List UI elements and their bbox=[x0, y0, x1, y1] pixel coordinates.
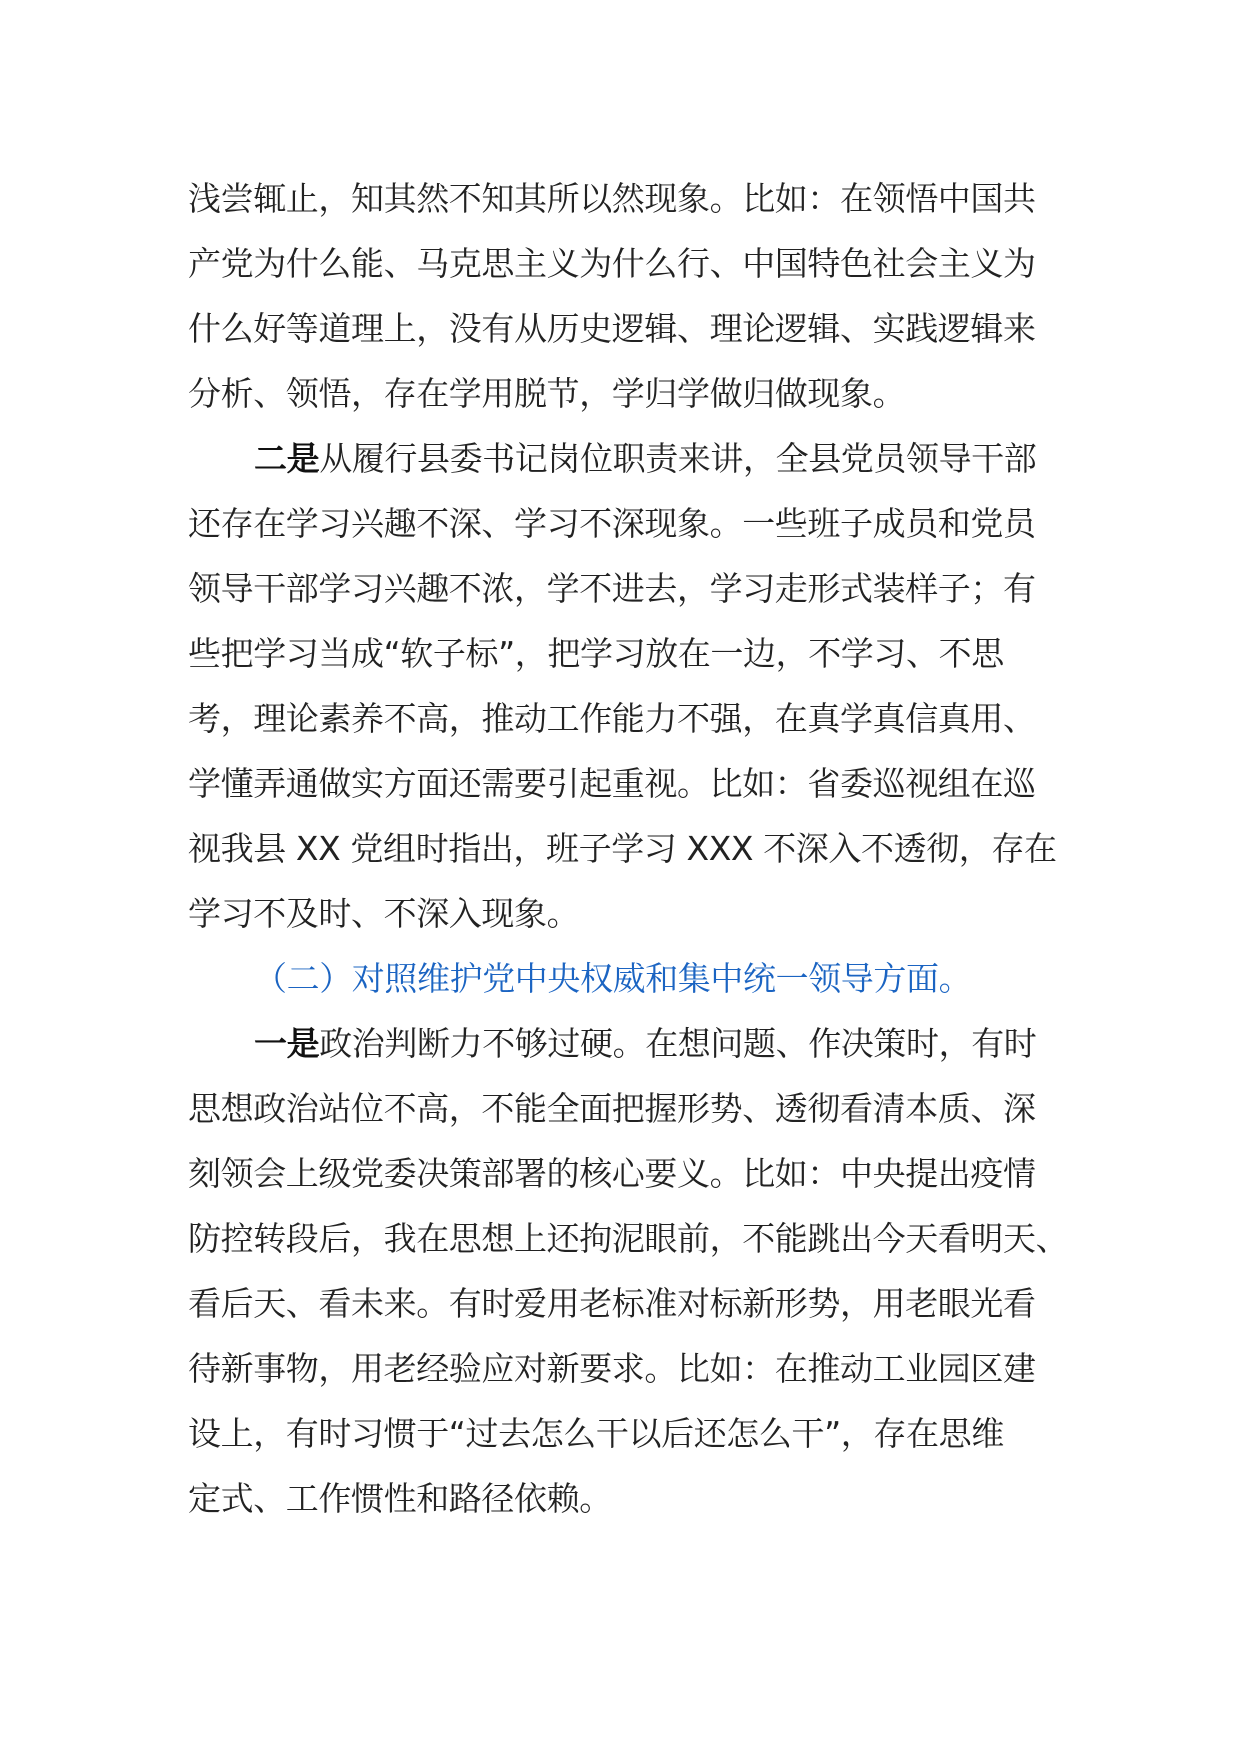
text-line: 思想政治站位不高，不能全面把握形势、透彻看清本质、深 bbox=[188, 1089, 1036, 1128]
text-line: 分析、领悟，存在学用脱节，学归学做归做现象。 bbox=[188, 374, 906, 413]
text-line: 设上，有时习惯于“过去怎么干以后还怎么干”，存在思维 bbox=[188, 1414, 1004, 1453]
text-line: 学习不及时、不深入现象。 bbox=[188, 894, 580, 933]
text-line: 从履行县委书记岗位职责来讲，全县党员领导干部 bbox=[319, 439, 1037, 478]
text-line: 刻领会上级党委决策部署的核心要义。比如：中央提出疫情 bbox=[188, 1154, 1036, 1193]
text-line: 视我县 XX 党组时指出，班子学习 XXX 不深入不透彻，存在 bbox=[188, 829, 1057, 868]
text-line: 什么好等道理上，没有从历史逻辑、理论逻辑、实践逻辑来 bbox=[188, 309, 1036, 348]
text-line: 待新事物，用老经验应对新要求。比如：在推动工业园区建 bbox=[188, 1349, 1036, 1388]
paragraph-1 bbox=[188, 166, 1058, 426]
paragraph-lead: 一是 bbox=[254, 1024, 320, 1063]
paragraph-2 bbox=[188, 426, 1058, 946]
text-line: 防控转段后，我在思想上还拘泥眼前，不能跳出今天看明天、 bbox=[188, 1219, 1069, 1258]
paragraph-first-line bbox=[188, 426, 1058, 491]
paragraph-first-line bbox=[188, 1011, 1058, 1076]
text-line: 定式、工作惯性和路径依赖。 bbox=[188, 1479, 612, 1518]
paragraph-3 bbox=[188, 1011, 1069, 1531]
text-line: 还存在学习兴趣不深、学习不深现象。一些班子成员和党员 bbox=[188, 504, 1036, 543]
paragraph-lead: 二是 bbox=[254, 439, 320, 478]
document-body bbox=[188, 166, 1069, 1531]
text-line: 看后天、看未来。有时爱用老标准对标新形势，用老眼光看 bbox=[188, 1284, 1036, 1323]
text-line: 学懂弄通做实方面还需要引起重视。比如：省委巡视组在巡 bbox=[188, 764, 1036, 803]
text-line: 产党为什么能、马克思主义为什么行、中国特色社会主义为 bbox=[188, 244, 1036, 283]
text-line: 领导干部学习兴趣不浓，学不进去，学习走形式装样子；有 bbox=[188, 569, 1036, 608]
text-line: 政治判断力不够过硬。在想问题、作决策时，有时 bbox=[319, 1024, 1037, 1063]
section-heading: （二）对照维护党中央权威和集中统一领导方面。 bbox=[254, 959, 972, 998]
text-line: 浅尝辄止，知其然不知其所以然现象。比如：在领悟中国共 bbox=[188, 179, 1036, 218]
text-line: 些把学习当成“软子标”，把学习放在一边，不学习、不思 bbox=[188, 634, 1004, 673]
text-line: 考，理论素养不高，推动工作能力不强，在真学真信真用、 bbox=[188, 699, 1036, 738]
